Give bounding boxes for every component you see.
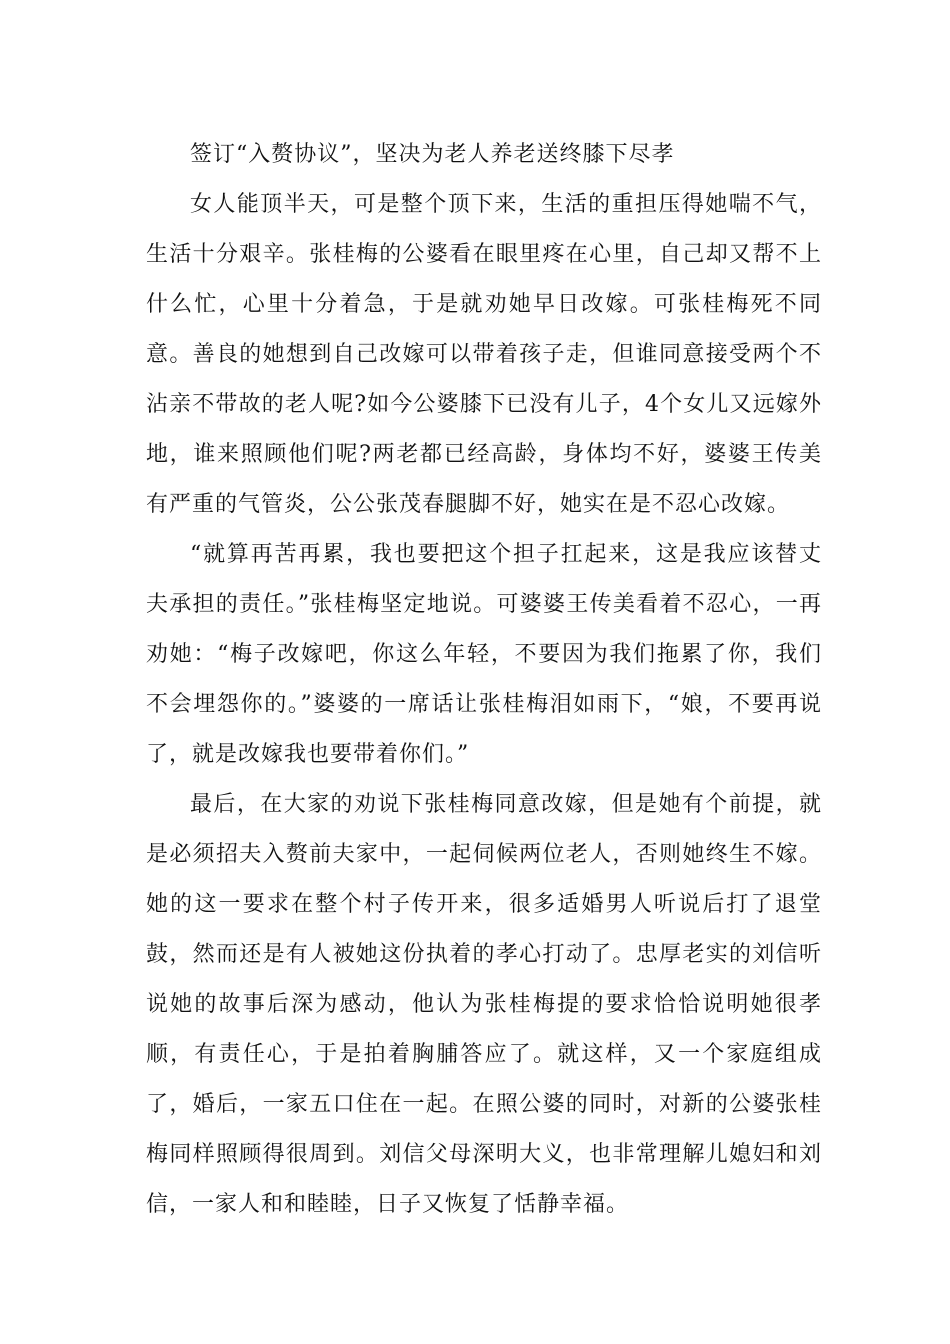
document-body	[146, 130, 822, 1230]
paragraph-2: “就算再苦再累，我也要把这个担子扛起来，这是我应该替丈夫承担的责任。”张桂梅坚定地说。可婆婆王传美看着不忍心，一再劝她：“梅子改嫁吧，你这么年轻，不要因为我们拖累了你，我们不会埋怨你的。”婆婆的一席话让张桂梅泪如雨下，“娘，不要再说了，就是改嫁我也要带着你们。”	[146, 542, 822, 767]
paragraph-1: 女人能顶半天，可是整个顶下来，生活的重担压得她喘不气，生活十分艰辛。张桂梅的公婆看在眼里疼在心里，自己却又帮不上什么忙，心里十分着急，于是就劝她早日改嫁。可张桂梅死不同意。善良的她想到自己改嫁可以带着孩子走，但谁同意接受两个不沾亲不带故的老人呢?如今公婆膝下已没有儿子，4个女儿又远嫁外地，谁来照顾他们呢?两老都已经高龄，身体均不好，婆婆王传美有严重的气管炎，公公张茂春腿脚不好，她实在是不忍心改嫁。	[146, 192, 822, 517]
section-heading: 签订“入赘协议”，坚决为老人养老送终膝下尽孝	[190, 142, 675, 167]
paragraph-3: 最后，在大家的劝说下张桂梅同意改嫁，但是她有个前提，就是必须招夫入赘前夫家中，一起伺候两位老人，否则她终生不嫁。她的这一要求在整个村子传开来，很多适婚男人听说后打了退堂鼓，然而还是有人被她这份执着的孝心打动了。忠厚老实的刘信听说她的故事后深为感动，他认为张桂梅提的要求恰恰说明她很孝顺，有责任心，于是拍着胸脯答应了。就这样，又一个家庭组成了，婚后，一家五口住在一起。在照公婆的同时，对新的公婆张桂梅同样照顾得很周到。刘信父母深明大义，也非常理解儿媳妇和刘信，一家人和和睦睦，日子又恢复了恬静幸福。	[146, 792, 822, 1217]
